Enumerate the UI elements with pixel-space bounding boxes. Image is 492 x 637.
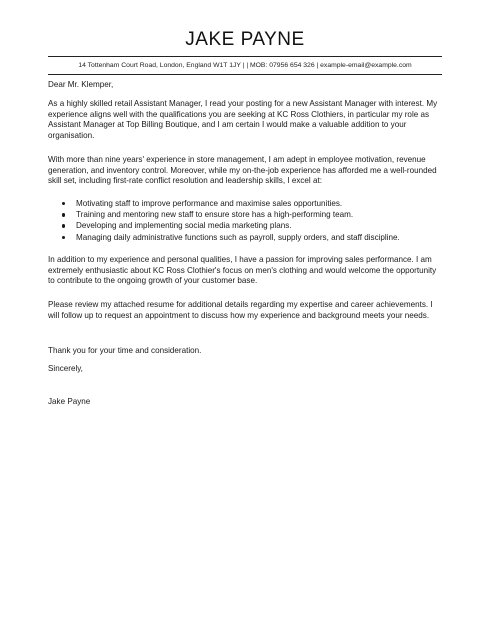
bullet-icon — [62, 236, 65, 239]
paragraph-passion: In addition to my experience and personal qualities, I have a passion for improving sales performance. I am extremely enthusiastic about KC Ross Clothier's focus on men's clothing and would welcome the opportunity to contribute to the ongoing growth of your customer base. — [48, 255, 437, 286]
list-item-text: Training and mentoring new staff to ensure store has a high-performing team. — [76, 210, 354, 220]
list-item — [48, 209, 444, 220]
applicant-name: JAKE PAYNE — [185, 29, 305, 50]
salutation: Dear Mr. Klemper, — [48, 80, 114, 89]
list-item — [48, 198, 444, 209]
skills-list — [48, 198, 444, 243]
header-rule-bottom — [48, 74, 442, 75]
bullet-icon — [62, 224, 65, 227]
paragraph-follow-up: Please review my attached resume for additional details regarding my expertise and career achievements. I will follow up to request an appointment to discuss how my experience and background meets your needs. — [48, 300, 433, 320]
thanks-line: Thank you for your time and consideration. — [48, 346, 202, 355]
header-rule-top — [48, 56, 442, 57]
list-item-text: Developing and implementing social media marketing plans. — [76, 221, 292, 231]
bullet-icon — [62, 213, 65, 216]
list-item-text: Motivating staff to improve performance and maximise sales opportunities. — [76, 199, 343, 208]
signature: Jake Payne — [48, 397, 91, 406]
list-item-text: Managing daily administrative functions such as payroll, supply orders, and staff discipline. — [76, 232, 400, 242]
paragraph-intro: As a highly skilled retail Assistant Manager, I read your posting for a new Assistant Manager with interest. My experience aligns well with the qualifications you are seeking at KC Ross Clothiers, in particular my role as Assistant Manager at Top Billing Boutique, and I am certain I would make a valuable addition to your organisation. — [48, 99, 438, 140]
list-item — [48, 220, 444, 231]
paragraph-experience: With more than nine years' experience in store management, I am adept in employee motivation, revenue generation, and inventory control. Moreover, while my on-the-job experience has afforded me a well-rounded skill set, including first-rate conflict resolution and leadership skills, I excel at: — [48, 155, 437, 186]
bullet-icon — [62, 202, 65, 205]
list-item — [48, 232, 444, 243]
contact-line: 14 Tottenham Court Road, London, England W1T 1JY | | MOB: 07956 654 326 | example-email@example.com — [78, 62, 412, 69]
closing: Sincerely, — [48, 364, 83, 373]
